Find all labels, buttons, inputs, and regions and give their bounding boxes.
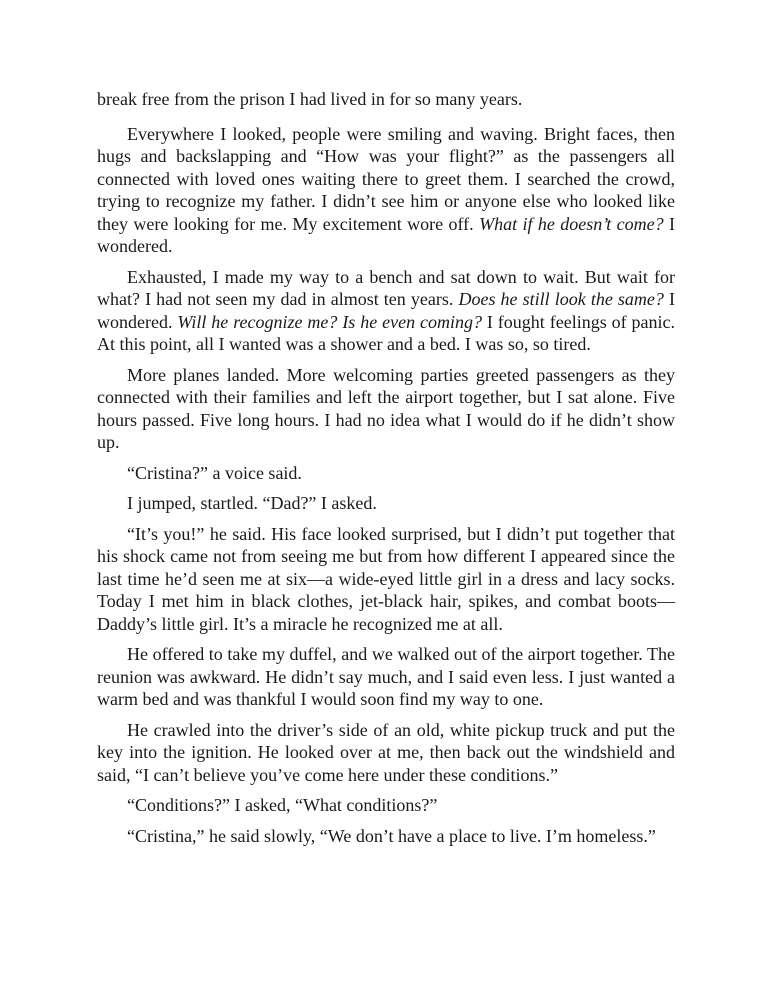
- paragraph-2: [97, 123, 675, 258]
- paragraph-11-text: “Cristina,” he said slowly, “We don’t have a place to live. I’m homeless.”: [127, 825, 656, 846]
- paragraph-8: [97, 643, 675, 711]
- paragraph-2-text-b: I wondered.: [97, 213, 675, 256]
- paragraph-8-text: He offered to take my duffel, and we walked out of the airport together. The reunion was awkward. He didn’t say much, and I said even less. I just wanted a warm bed and was thankful I would soon find my way to one.: [97, 644, 675, 709]
- paragraph-9: [97, 719, 675, 787]
- paragraph-4: [97, 364, 675, 454]
- paragraph-3-text-b: I wondered.: [97, 289, 676, 332]
- paragraph-1: [97, 88, 675, 111]
- paragraph-3: [97, 266, 675, 356]
- paragraph-2-text-a: Everywhere I looked, people were smiling and waving. Bright faces, then hugs and backslapping and “How was your flight?” as the passengers all connected with loved ones waiting there to greet them. I searched the crowd, trying to recognize my father. I didn’t see him or anyone else who looked like they were looking for me. My excitement wore off.: [97, 123, 675, 234]
- paragraph-6-text: I jumped, startled. “Dad?” I asked.: [127, 493, 377, 513]
- paragraph-10: [97, 794, 675, 817]
- paragraph-7-text: “It’s you!” he said. His face looked surprised, but I didn’t put together that his shock came not from seeing me but from how different I appeared since the last time he’d seen me at six—a wide-eyed little girl in a dress and lacy socks. Today I met him in black clothes, jet-black hair, spikes, and combat boots—Daddy’s little girl. It’s a miracle he recognized me at all.: [97, 523, 675, 634]
- paragraph-6: [97, 492, 675, 515]
- paragraph-9-text: He crawled into the driver’s side of an old, white pickup truck and put the key into the ignition. He looked over at me, then back out the windshield and said, “I can’t believe you’ve come here under these conditions.”: [97, 719, 675, 785]
- paragraph-3-text-a: Exhausted, I made my way to a bench and sat down to wait. But wait for what? I had not seen my dad in almost ten years.: [97, 266, 675, 309]
- paragraph-11: [97, 825, 675, 848]
- paragraph-1-text: break free from the prison I had lived in for so many years.: [97, 89, 523, 109]
- paragraph-7: [97, 523, 675, 636]
- paragraph-2-italic-thought: What if he doesn’t come?: [479, 213, 664, 234]
- paragraph-4-text: More planes landed. More welcoming parties greeted passengers as they connected with their families and left the airport together, but I sat alone. Five hours passed. Five long hours. I had no idea what I would do if he didn’t show up.: [97, 364, 675, 452]
- paragraph-5-text: “Cristina?” a voice said.: [127, 462, 302, 483]
- page-body: [97, 88, 675, 855]
- paragraph-3-italic-thought-2: Will he recognize me? Is he even coming?: [177, 311, 482, 332]
- paragraph-10-text: “Conditions?” I asked, “What conditions?”: [127, 795, 438, 815]
- paragraph-5: [97, 462, 675, 485]
- paragraph-3-italic-thought-1: Does he still look the same?: [458, 289, 664, 309]
- paragraph-3-text-c: I fought feelings of panic. At this point, all I wanted was a shower and a bed. I was so, so tired.: [97, 311, 675, 354]
